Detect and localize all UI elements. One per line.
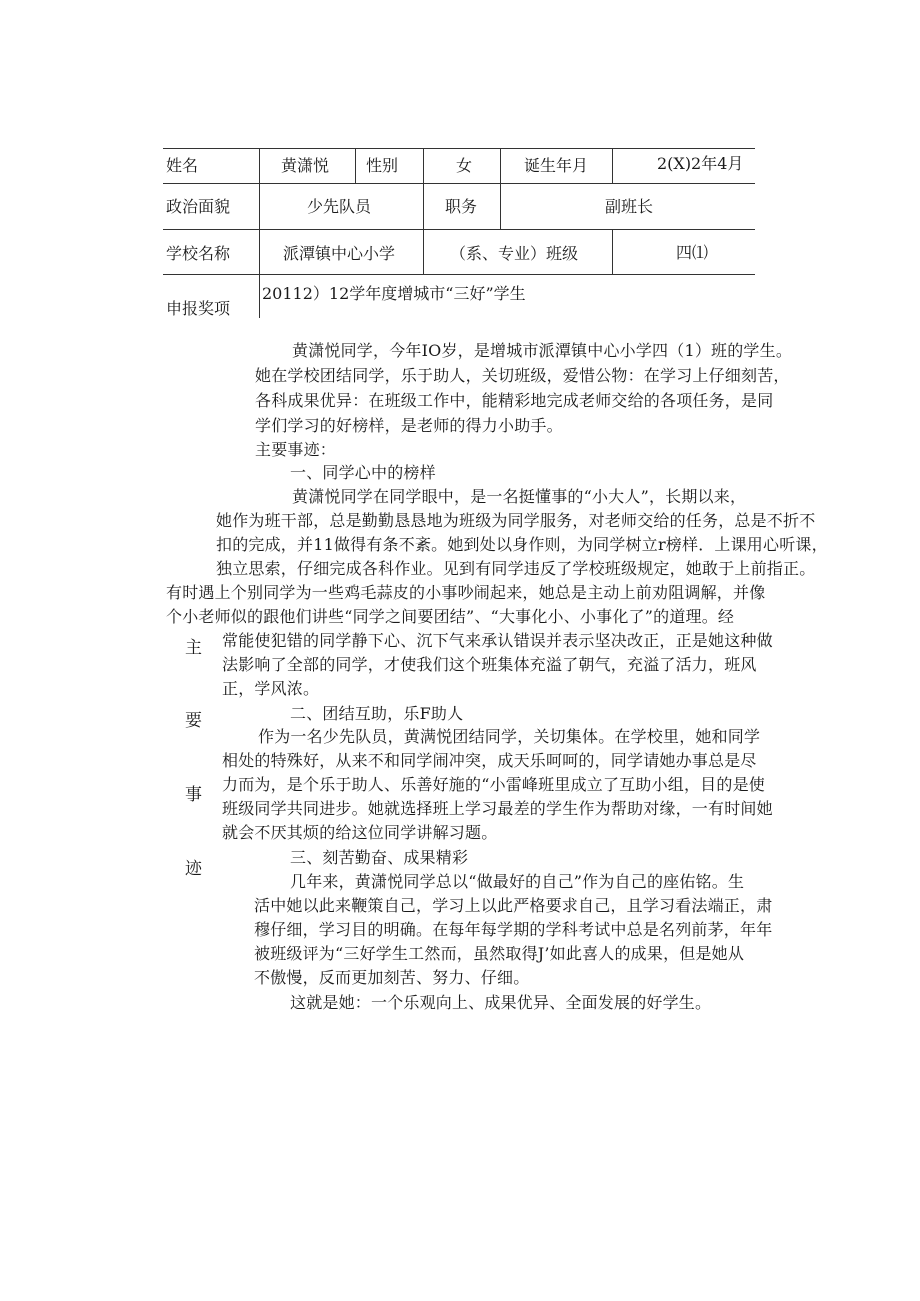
body-line: 个小老师似的跟他们讲些“同学之间要团结”、“大事化小、小事化了”的道理。经: [166, 607, 735, 626]
table-col-border: [612, 148, 613, 183]
body-line: 学们学习的好榜样，是老师的得力小助手。: [255, 416, 563, 435]
table-row-border: [163, 229, 755, 230]
section-heading: 二、团结互助，乐F助人: [290, 704, 464, 723]
body-line: 法影响了全部的同学，才使我们这个班集体充溢了朝气，充溢了活力，班风: [222, 655, 757, 674]
gender-value: 女: [456, 156, 473, 175]
body-line: 力而为，是个乐于助人、乐善好施的“小雷峰班里成立了互助小组，目的是使: [222, 775, 765, 794]
body-line: 活中她以此来鞭策自己，学习上以此严格要求自己，且学习看法端正，肃: [254, 896, 773, 915]
name-value: 黄潇悦: [281, 156, 330, 175]
table-row-border: [163, 183, 755, 184]
section-heading: 一、同学心中的榜样: [290, 463, 436, 482]
body-line: 正，学风浓。: [222, 679, 320, 698]
section-heading: 三、刻苦勤奋、成果精彩: [290, 848, 469, 867]
birth-label: 诞生年月: [524, 156, 589, 175]
side-label-char: 迹: [185, 859, 202, 879]
table-row-border: [163, 274, 755, 275]
body-line: 黄潇悦同学，今年IO岁，是增城市派潭镇中心小学四（1）班的学生。: [292, 341, 793, 360]
body-line: 几年来，黄潇悦同学总以“做最好的自己”作为自己的座佑铭。生: [290, 872, 745, 891]
side-label-char: 要: [185, 711, 202, 731]
body-line: 穆仔细，学习目的明确。在每年每学期的学科考试中总是名列前茅，年年: [254, 920, 773, 939]
body-line: 黄潇悦同学在同学眼中，是一名挺懂事的“小大人”，长期以来，: [292, 487, 747, 506]
body-line: 有时遇上个别同学为一些鸡毛蒜皮的小事吵闹起来，她总是主动上前劝阻调解，并像: [166, 583, 766, 602]
body-line: 这就是她：一个乐观向上、成果优异、全面发展的好学生。: [290, 993, 712, 1012]
award-value: 20112）12学年度增城市“三好”学生: [262, 284, 526, 303]
political-label: 政治面貌: [166, 197, 231, 216]
body-line: 她作为班干部，总是勤勤恳恳地为班级为同学服务，对老师交给的任务，总是不折不: [216, 511, 816, 530]
body-line: 主要事迹：: [255, 440, 337, 459]
body-line: 不傲慢，反而更加刻苦、努力、仔细。: [254, 968, 530, 987]
side-label-char: 事: [185, 785, 202, 805]
gender-label: 性别: [366, 156, 399, 175]
table-col-border: [423, 148, 424, 274]
body-line: 扣的完成，并11做得有条不紊。她到处以身作则，为同学树立r榜样．上课用心听课，: [216, 535, 828, 554]
table-col-border: [355, 148, 356, 183]
side-label-char: 主: [185, 638, 202, 658]
award-label: 申报奖项: [166, 299, 231, 318]
body-line: 相处的特殊好，从来不和同学闹冲突，成天乐呵呵的，同学请她办事总是尽: [222, 751, 757, 770]
name-label: 姓名: [166, 156, 199, 175]
table-col-border: [259, 148, 260, 318]
body-line: 被班级评为“三好学生工然而，虽然取得J’如此喜人的成果，但是她从: [254, 944, 745, 963]
body-line: 班级同学共同进步。她就选择班上学习最差的学生作为帮助对缘，一有时间她: [222, 799, 773, 818]
class-value: 四⑴: [676, 243, 709, 262]
table-col-border: [612, 229, 613, 274]
school-value: 派潭镇中心小学: [283, 244, 396, 263]
body-line: 就会不厌其烦的给这位同学讲解习题。: [222, 823, 498, 842]
table-top-border: [163, 148, 755, 149]
position-label: 职务: [445, 197, 478, 216]
body-line: 作为一名少先队员，黄满悦团结同学，关切集体。在学校里，她和同学: [258, 727, 761, 746]
body-line: 独立思索，仔细完成各科作业。见到有同学违反了学校班级规定，她敢于上前指正。: [216, 559, 816, 578]
body-line: 她在学校团结同学，乐于助人，关切班级，爱惜公物：在学习上仔细刻苦，: [255, 366, 790, 385]
school-label: 学校名称: [166, 244, 231, 263]
table-col-border: [500, 148, 501, 229]
body-line: 各科成果优异：在班级工作中，能精彩地完成老师交给的各项任务，是同: [255, 391, 774, 410]
birth-value: 2(X)2年4月: [657, 154, 744, 173]
body-line: 常能使犯错的同学静下心、沉下气来承认错误并表示坚决改正，正是她这种做: [222, 631, 773, 650]
political-value: 少先队员: [307, 197, 372, 216]
position-value: 副班长: [605, 197, 654, 216]
class-label: （系、专业）班级: [450, 244, 579, 263]
